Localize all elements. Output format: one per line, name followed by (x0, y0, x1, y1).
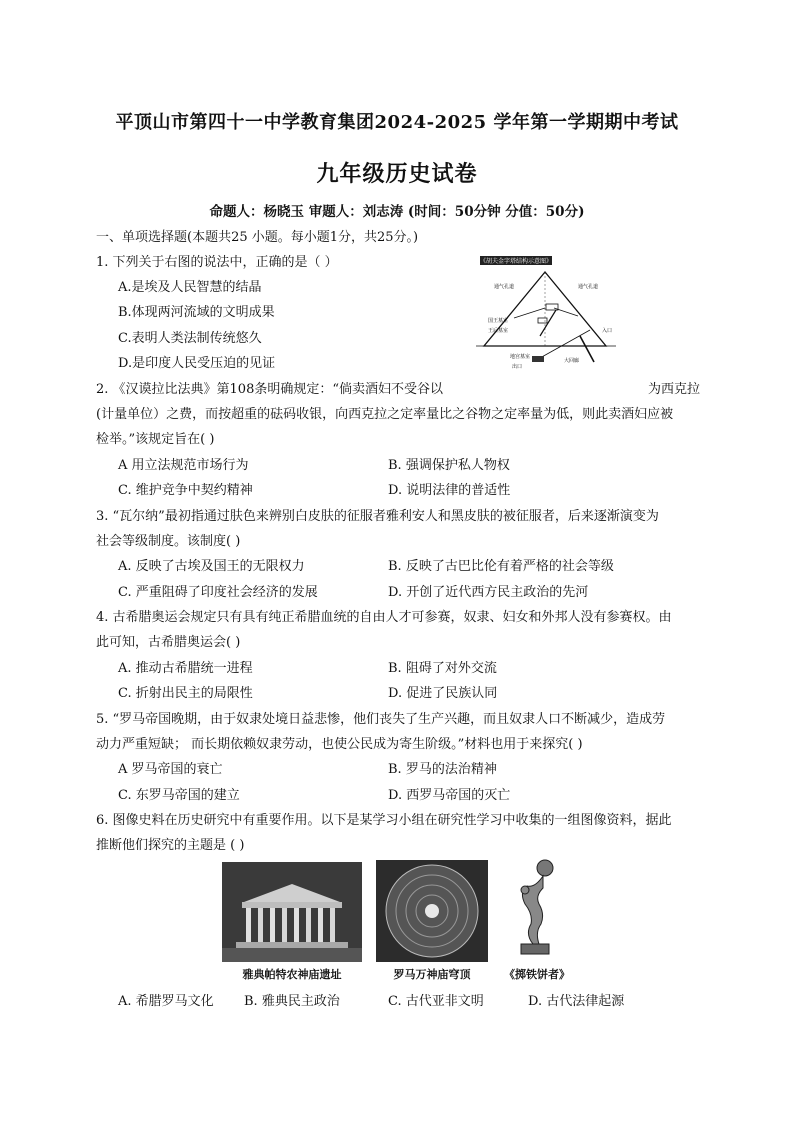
q3-option-a: A. 反映了古埃及国王的无限权力 (118, 559, 305, 574)
q1-option-b: B.体现两河流域的文明成果 (118, 305, 275, 320)
descending-passage (540, 330, 590, 358)
underground-chamber (532, 356, 544, 362)
q5-option-c: C. 东罗马帝国的建立 (118, 788, 240, 803)
question-4-text-cont: 此可知，古希腊奥运会( ) (96, 635, 241, 650)
parthenon-base (236, 942, 348, 948)
question-2-text-tail: 为西克拉 (648, 382, 701, 397)
parthenon-column (246, 908, 251, 942)
pyramid-label-gallery: 大回廊 (564, 358, 580, 364)
pantheon-dome-image (376, 860, 488, 962)
q4-option-d: D. 促进了民族认同 (388, 686, 498, 701)
q2-option-a: A 用立法规范市场行为 (118, 458, 249, 473)
parthenon-column (258, 908, 263, 942)
parthenon-image (222, 862, 362, 962)
discobolus-pedestal (521, 944, 549, 954)
pyramid-label-vent-left: 通气孔道 (494, 284, 515, 290)
pyramid-svg (470, 250, 620, 380)
q6-option-d: D. 古代法律起源 (528, 994, 625, 1009)
discobolus-image (505, 858, 565, 962)
pyramid-label-entrance: 入口 (602, 328, 613, 334)
parthenon-caption: 雅典帕特农神庙遗址 (242, 968, 342, 981)
discobolus-caption: 《掷铁饼者》 (504, 968, 570, 981)
pantheon-caption: 罗马万神庙穹顶 (393, 968, 471, 981)
exam-title: 平顶山市第四十一中学教育集团2024-2025 学年第一学期期中考试 (115, 112, 679, 133)
q2-option-d: D. 说明法律的普适性 (388, 483, 511, 498)
q5-option-b: B. 罗马的法治精神 (388, 762, 497, 777)
question-1-text: 1. 下列关于右图的说法中，正确的是（ ） (96, 255, 338, 270)
q4-option-a: A. 推动古希腊统一进程 (118, 661, 253, 676)
question-3-text-cont: 社会等级制度。该制度( ) (96, 534, 241, 549)
parthenon-svg (222, 862, 362, 962)
question-3-text: 3. “瓦尔纳”最初指通过肤色来辨别白皮肤的征服者雅利安人和黑皮肤的被征服者，后来逐渐演变为 (96, 509, 659, 524)
pyramid-label-king: 国王墓室 (488, 318, 509, 324)
parthenon-column (270, 908, 275, 942)
q1-option-c: C.表明人类法制传统悠久 (118, 331, 262, 346)
question-5-text: 5. “罗马帝国晚期，由于奴隶处境日益悲惨，他们丧失了生产兴趣，而且奴隶人口不断减少，造成劳 (96, 712, 666, 727)
pyramid-label-underground: 地宫墓室 (510, 354, 531, 360)
q5-option-a: A 罗马帝国的衰亡 (118, 762, 223, 777)
exam-meta: 命题人：杨晓玉 审题人：刘志涛 (时间：50分钟 分值：50分) (209, 204, 585, 220)
parthenon-column (318, 908, 323, 942)
q1-option-d: D.是印度人民受压迫的见证 (118, 356, 276, 371)
q6-option-b: B. 雅典民主政治 (244, 994, 340, 1009)
discobolus-svg (505, 858, 565, 962)
q6-option-c: C. 古代亚非文明 (388, 994, 484, 1009)
parthenon-column (282, 908, 287, 942)
queen-chamber (538, 318, 547, 323)
parthenon-entablature (242, 902, 342, 908)
question-6-text-cont: 推断他们探究的主题是 ( ) (96, 838, 245, 853)
q3-option-b: B. 反映了古巴比伦有着严格的社会等级 (388, 559, 614, 574)
parthenon-column (306, 908, 311, 942)
pyramid-label-queen: 王后墓室 (488, 328, 509, 334)
question-2-text-cont: (计量单位）之费，而按超重的砝码收银，向西克拉之定率量比之谷物之定率量为低，则此卖酒妇应被 (96, 407, 674, 422)
air-shaft-left (514, 308, 545, 318)
question-6-text: 6. 图像史料在历史研究中有重要作用。以下是某学习小组在研究性学习中收集的一组图像资料，据此 (96, 813, 672, 828)
q4-option-c: C. 折射出民主的局限性 (118, 686, 253, 701)
pantheon-oculus (425, 904, 439, 918)
question-5-text-cont: 动力严重短缺； 而长期依赖奴隶劳动，也使公民成为寄生阶级。”材料也用于来探究( ) (96, 737, 583, 752)
pyramid-title: 《胡夫金字塔结构示意图》 (479, 258, 553, 265)
pyramid-label-vent-right: 通气孔道 (578, 284, 599, 290)
exam-subtitle: 九年级历史试卷 (316, 161, 478, 187)
section-heading: 一、单项选择题(本题共25 小题。每小题1分，共25分。) (96, 230, 419, 245)
q4-option-b: B. 阻碍了对外交流 (388, 661, 497, 676)
q2-option-c: C. 维护竞争中契约精神 (118, 483, 253, 498)
q6-option-a: A. 希腊罗马文化 (118, 994, 214, 1009)
parthenon-ground (222, 948, 362, 962)
q1-option-a: A.是埃及人民智慧的结晶 (118, 280, 262, 295)
discus (537, 860, 553, 876)
q5-option-d: D. 西罗马帝国的灭亡 (388, 788, 511, 803)
question-2-text-end: 检举。”该规定旨在( ) (96, 432, 215, 447)
parthenon-column (330, 908, 335, 942)
q3-option-d: D. 开创了近代西方民主政治的先河 (388, 585, 589, 600)
exit-passage (580, 336, 594, 362)
pyramid-diagram (470, 250, 620, 380)
pantheon-svg (376, 860, 488, 962)
q2-option-b: B. 强调保护私人物权 (388, 458, 510, 473)
question-4-text: 4. 古希腊奥运会规定只有具有纯正希腊血统的自由人才可参赛，奴隶、妇女和外邦人没有参赛权。由 (96, 610, 672, 625)
air-shaft-right (554, 308, 578, 316)
question-2-text: 2. 《汉谟拉比法典》第108条明确规定：“倘卖酒妇不受谷以 (96, 382, 443, 397)
discobolus-head (521, 886, 529, 894)
parthenon-column (294, 908, 299, 942)
q3-option-c: C. 严重阻碍了印度社会经济的发展 (118, 585, 318, 600)
pyramid-label-exit: 出口 (512, 364, 523, 370)
